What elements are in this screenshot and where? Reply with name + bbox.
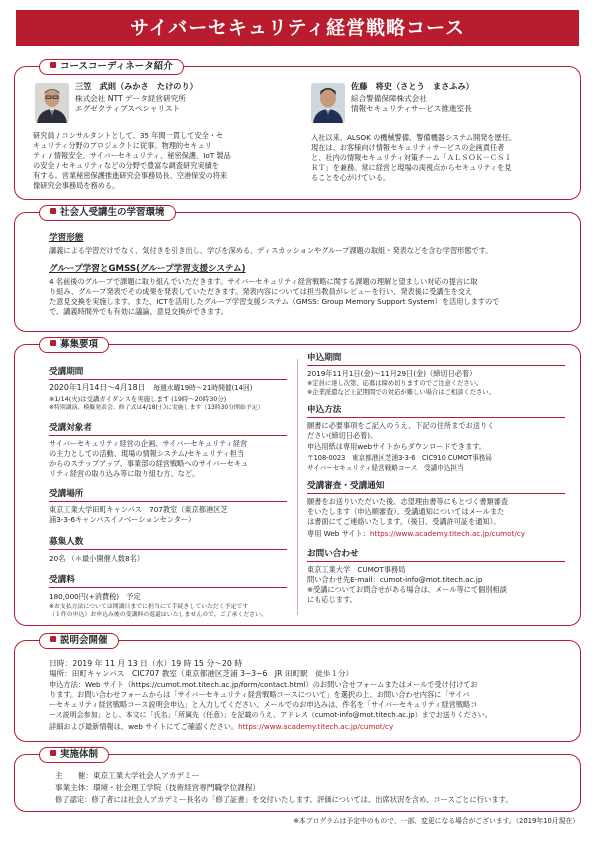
period-heading: 受講期間 bbox=[49, 367, 84, 377]
mikasa-bio-3: ティ / 情報安全、サイバーセキュリティ、秘密保護、IoT 製品 bbox=[33, 151, 231, 160]
mikasa-role: エグゼクティブスペシャリスト bbox=[75, 104, 181, 113]
org-row-completion: 修了認定：修了者には社会人アカデミー長名の「修了証書」を交付いたします。評価については、出席状況を含め、コースごとに行います。 bbox=[55, 795, 513, 804]
briefing-line-4: ース説明会参加」とし、本文に「氏名」「所属先（任意）」を記載のうえ、アドレス（cumot-info@mot.titech.ac.jp）までお送りください。 bbox=[49, 711, 492, 719]
sato-bio-1: 入社以来、ALSOK の機械警備、警備機器システム開発を歴任。 bbox=[311, 133, 517, 142]
briefing-website-link[interactable]: https://www.academy.titech.ac.jp/cumot/cy bbox=[238, 722, 394, 731]
target-heading: 受講対象者 bbox=[49, 423, 92, 433]
mikasa-name: 三笠 武則（みかさ たけのり） bbox=[75, 81, 198, 91]
org-row-entity: 事業主体：環境・社会理工学院（技術経営専門職学位課程） bbox=[55, 783, 261, 792]
bullet-icon bbox=[50, 636, 56, 642]
period-note-2: ※特別講演、模擬発表会、修了式は4/18(土)に実施します（13時30分開始予定） bbox=[49, 405, 264, 411]
footnote: ※本プログラムは予定中のもので、一部、変更になる場合がございます。（2019年10月現在） bbox=[293, 817, 579, 825]
place-line-2: 浦3-3-6キャンパスイノベーションセンター） bbox=[49, 515, 196, 524]
target-line-2: の主力としての活動、現場の情報システム/セキュリティ担当 bbox=[49, 449, 245, 458]
briefing-detail: 詳細および最新情報は、web サイトにてご確認ください。https://www.academy.titech.ac.jp/cumot/cy bbox=[49, 722, 394, 731]
recruit-title: 募集要項 bbox=[39, 337, 109, 353]
capacity-text: 20名 （＊最小開催人数8名） bbox=[49, 554, 145, 563]
bullet-icon bbox=[50, 62, 56, 68]
org-row-host: 主 催：東京工業大学社会人アカデミー bbox=[55, 771, 200, 780]
apply-period-note-2: ※企業派遣など上記期間での対応が難しい場合はご相談ください。 bbox=[307, 389, 495, 396]
coordinators-title: コースコーディネータ紹介 bbox=[39, 59, 184, 75]
learning-form-heading: 学習形態 bbox=[49, 233, 84, 243]
contact-heading: お問い合わせ bbox=[307, 549, 359, 559]
briefing-line-1: 申込方法：Web サイト（https://cumot.mot.titech.ac.jp/form/contact.html）のお問い合せフォームまたはメールで受け付けてお bbox=[49, 680, 478, 689]
learning-form-text: 講義による学習だけでなく、気付きを引き出し、学びを深める、ディスカッションやグループ課題の取組・発表などを含む学習形態です。 bbox=[49, 246, 493, 255]
contact-line-4: にも応じます。 bbox=[307, 595, 357, 604]
gmss-text-2: り組み、グループ発表でその成果を発表していただきます。発表内容については担当教員がレビューを行い、発表後に受講生を交え bbox=[49, 287, 473, 296]
contact-line-3: ※受講についてお問合せがある場合は、メール等にて個別相談 bbox=[307, 585, 507, 594]
sato-bio-3: と、社内の情報セキュリティ対策チーム「ＡＬＳＯＫ－ＣＳＩ bbox=[311, 153, 512, 162]
target-line-4: リティ経営の取り込み等に取り組む方、など。 bbox=[49, 469, 200, 478]
sato-org: 綜合警備保障株式会社 bbox=[351, 94, 427, 103]
mikasa-bio-6: 像研究会事務局を務める。 bbox=[33, 181, 120, 190]
mikasa-bio-2: キュリティ分野のプロジェクトに従事。物理的セキュリ bbox=[33, 141, 212, 150]
period-note-1: ※1/14(火)は受講ガイダンスを実施します (19時～20時30分) bbox=[49, 395, 227, 403]
place-heading: 受講場所 bbox=[49, 489, 84, 499]
briefing-section bbox=[14, 635, 581, 742]
fee-heading: 受講料 bbox=[49, 575, 75, 585]
bullet-icon bbox=[50, 750, 56, 756]
briefing-title: 説明会開催 bbox=[39, 633, 119, 649]
capacity-heading: 募集人数 bbox=[49, 537, 84, 547]
org-section bbox=[14, 749, 581, 812]
apply-period-text: 2019年11月1日(金)～11月29日(金)（締切日必着） bbox=[307, 369, 477, 378]
portrait-icon bbox=[35, 83, 69, 123]
fee-note-1: ※お支払方法については開講日までに担当にて手続きしていただく予定です bbox=[49, 604, 249, 610]
apply-period-note-1: ※定員に達し次第、応募は締め切りますのでご注意ください。 bbox=[307, 380, 483, 387]
portrait-icon bbox=[311, 83, 345, 123]
target-line-3: からのステップアップ、事業部の経営戦略へのサイバーセキュ bbox=[49, 459, 249, 468]
mikasa-photo bbox=[35, 83, 69, 123]
apply-method-line-3: 申込用紙は専用webサイトからダウンロードできます。 bbox=[307, 442, 487, 451]
briefing-date: 日時：2019 年 11 月 13 日（水）19 時 15 分～20 時 bbox=[49, 659, 243, 668]
briefing-line-3: ーセキュリティ経営戦略コース説明会申込」と入力してください。メールでのお申込みは、件名を「サイバーセキュリティ経営戦略コ bbox=[49, 700, 478, 709]
apply-address-1: 〒108-0023 東京都港区芝浦3-3-6 CIC910 CUMOT事務局 bbox=[307, 454, 492, 462]
mikasa-bio-5: 有する。営業秘密保護推進研究会事務局長、空港保安の将来 bbox=[33, 171, 228, 180]
contact-line-1: 東京工業大学 CUMOT事務局 bbox=[307, 565, 406, 574]
learning-section bbox=[14, 207, 581, 332]
apply-address-2: サイバーセキュリティ経営戦略コース 受講申込担当 bbox=[307, 464, 464, 472]
coordinators-section bbox=[14, 61, 581, 200]
sato-role: 情報セキュリティサービス推進室長 bbox=[351, 104, 472, 113]
mikasa-org: 株式会社 NTT データ経営研究所 bbox=[75, 94, 186, 103]
apply-method-line-2: ださい(締切日必着)。 bbox=[307, 431, 378, 440]
target-line-1: サイバーセキュリティ経営の企画、サイバーセキュリティ経営 bbox=[49, 439, 248, 448]
apply-period-heading: 申込期間 bbox=[307, 353, 342, 363]
mikasa-bio-4: の安全 / セキュリティなどの分野で豊富な調査研究実績を bbox=[33, 161, 219, 170]
fee-text: 180,000円(+消費税) 予定 bbox=[49, 592, 141, 601]
sato-bio-4: ＲＴ」を兼務。常に経営と現場の両視点からセキュリティを見 bbox=[311, 163, 512, 172]
org-title: 実施体制 bbox=[39, 747, 109, 763]
banner-title: サイバーセキュリティ経営戦略コース bbox=[16, 10, 579, 46]
course-website-link[interactable]: https://www.academy.titech.ac.jp/cumot/cy bbox=[369, 529, 525, 538]
review-line-2: をいたします（申込順審査）。受講通知についてはメールまた bbox=[307, 507, 505, 516]
briefing-place: 場所：田町キャンパス CIC707 教室（東京都港区芝浦 3−3−6 JR 田町駅 徒歩１分） bbox=[49, 669, 354, 678]
bullet-icon bbox=[50, 340, 56, 346]
sato-name: 佐藤 将史（さとう まさふみ） bbox=[351, 81, 474, 91]
contact-email[interactable]: 問い合わせ先E-mail：cumot-info@mot.titech.ac.jp bbox=[307, 575, 483, 584]
gmss-text-1: 4 名前後のグループで課題に取り組んでいただきます。サイバーセキュリティ経営戦略に関する課題の理解と望ましい対応の提言に取 bbox=[49, 277, 478, 286]
review-web: 専用 Web サイト：https://www.academy.titech.ac.jp/cumot/cy bbox=[307, 529, 525, 538]
period-main: 2020年1月14日～4月18日 毎週水曜19時～21時開催(14回) bbox=[49, 383, 253, 392]
gmss-text-4: で、講義時間外でも有効に議論、意見交換ができます。 bbox=[49, 307, 228, 316]
gmss-heading: グループ学習とGMSS(グループ学習支援システム) bbox=[49, 264, 246, 274]
learning-title: 社会人受講生の学習環境 bbox=[39, 205, 176, 221]
review-heading: 受講審査・受講通知 bbox=[307, 481, 385, 491]
sato-bio-2: 現在は、お客様向け情報セキュリティサービスの企画責任者 bbox=[311, 143, 505, 152]
place-line-1: 東京工業大学田町キャンパス 707教室（東京都港区芝 bbox=[49, 505, 228, 514]
sato-bio-5: ることを心がけている。 bbox=[311, 173, 391, 182]
sato-photo bbox=[311, 83, 345, 123]
mikasa-bio-1: 研究員 / コンサルタントとして、35 年間一貫して安全・セ bbox=[33, 131, 224, 140]
apply-method-line-1: 願書に必要事項をご記入のうえ、下記の住所までお送りく bbox=[307, 421, 495, 430]
recruit-section bbox=[14, 339, 581, 626]
briefing-line-2: ります。お問い合わせフォームからは「サイバーセキュリティ経営戦略コースについて」を選択の上、お問い合わせ内容に「サイバ bbox=[49, 690, 470, 699]
review-line-3: は書面にてご連絡いたします。（後日、受講許可証を通知）。 bbox=[307, 517, 501, 526]
apply-method-heading: 申込方法 bbox=[307, 405, 342, 415]
review-line-1: 願書をお送りいただいた後、志望理由書等にもとづく書類審査 bbox=[307, 497, 509, 506]
gmss-text-3: た意見交換を実施します。また、ICTを活用したグループ学習支援システム（GMSS: Group Memory Support System）を活用しますので bbox=[49, 297, 500, 306]
fee-note-2: （１件の申込）お申込み後の受講料の返還はいたしませんので、ご了承ください。 bbox=[49, 612, 267, 618]
bullet-icon bbox=[50, 208, 56, 214]
